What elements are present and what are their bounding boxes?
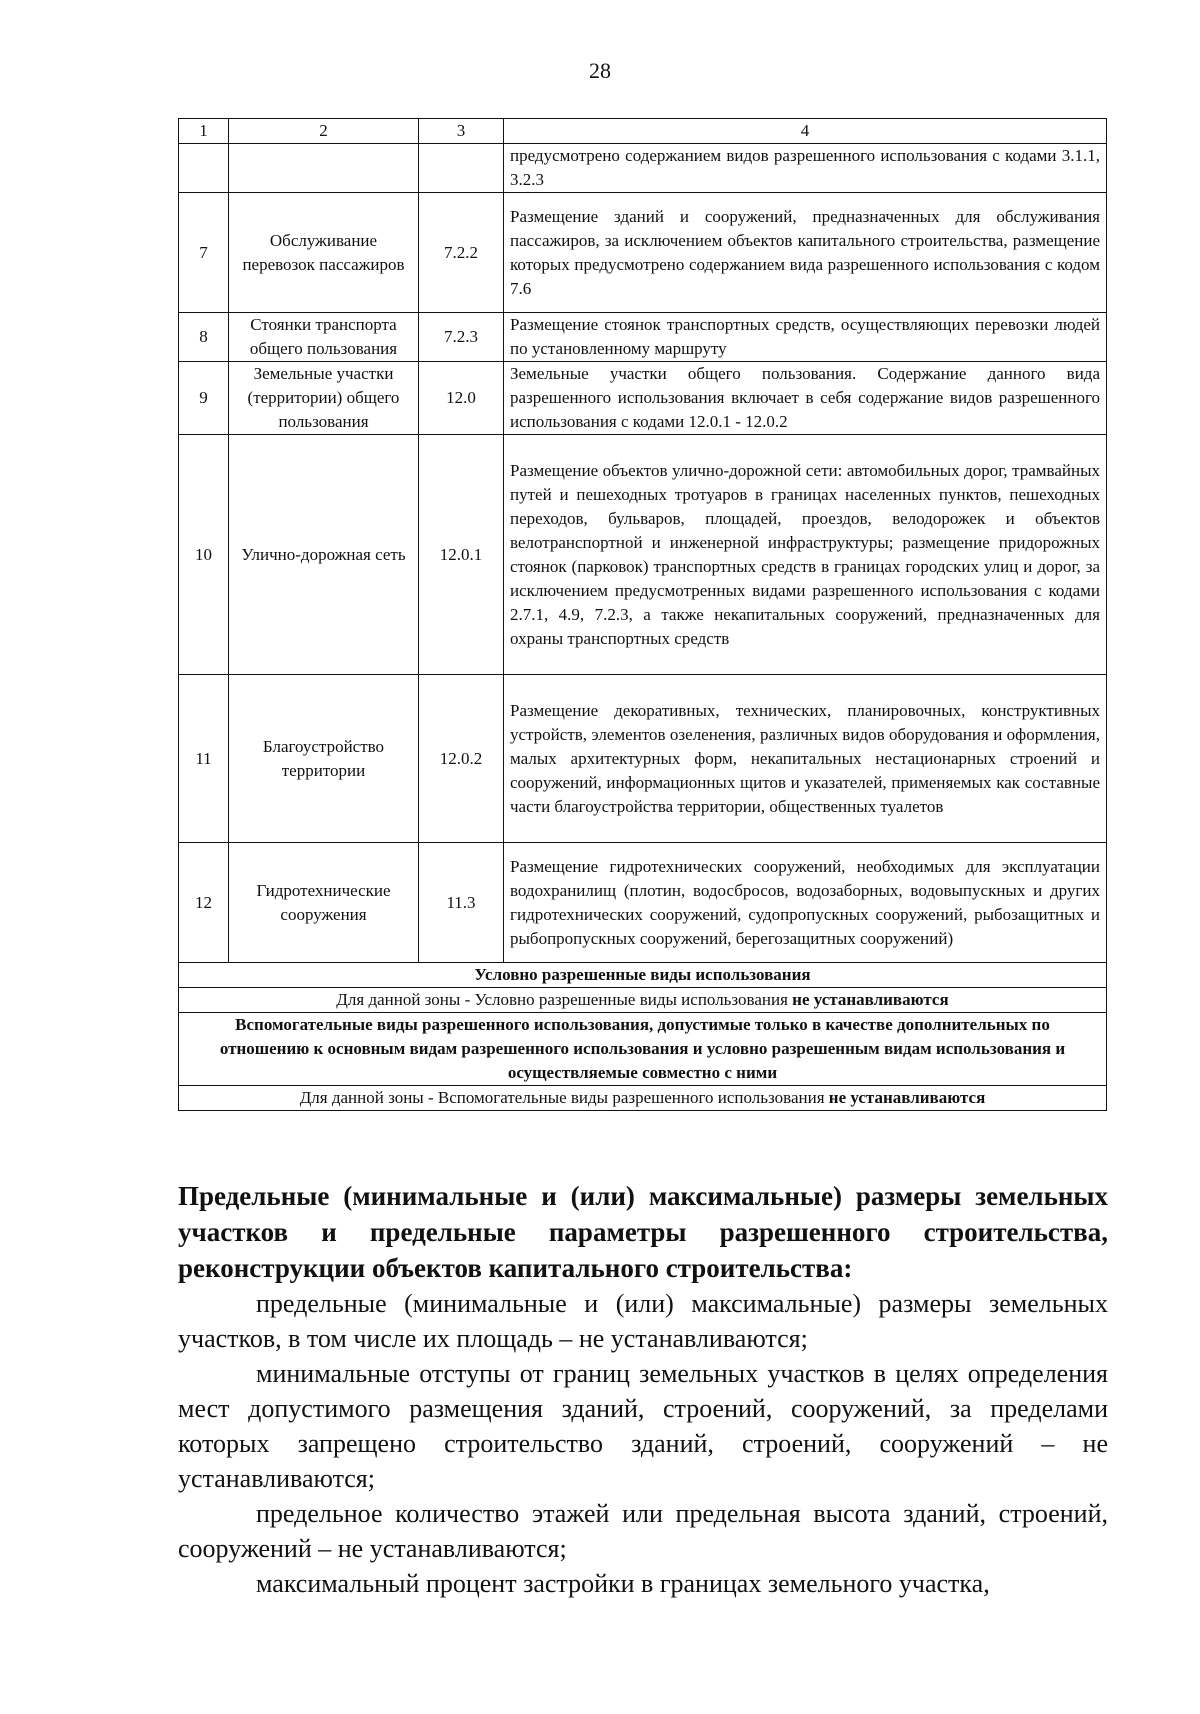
row-description: Размещение объектов улично-дорожной сети: автомобильных дорог, трамвайных путей и пешеходных тротуаров в границах населенных пунктов, пешеходных переходов, бульваров, площадей, проездов, велодорожек и объектов велотранспортной и инженерной инфраструктуры; размещение придорожных стоянок (парковок) транспортных средств в границах городских улиц и дорог, за исключением предусмотренных видами разрешенного использования с кодами 2.7.1, 4.9, 7.2.3, а также некапитальных сооружений, предназначенных для охраны транспортных средств — [504, 435, 1107, 675]
row-code: 7.2.3 — [419, 313, 504, 362]
auxiliary-uses-title: Вспомогательные виды разрешенного использования, допустимые только в качестве дополнительных по отношению к основным видам разрешенного использования и условно разрешенным видам использования и осуществляемые совместно с ними — [179, 1013, 1107, 1086]
header-col-2: 2 — [229, 119, 419, 144]
row-code: 12.0.1 — [419, 435, 504, 675]
page-number: 28 — [589, 58, 611, 83]
conditional-uses-row — [179, 988, 1107, 1013]
conditional-uses-title: Условно разрешенные виды использования — [179, 963, 1107, 988]
row-name: Гидротехнические сооружения — [229, 843, 419, 963]
row-description: Размещение гидротехнических сооружений, необходимых для эксплуатации водохранилищ (плотин, водосбросов, водозаборных, водовыпускных и других гидротехнических сооружений, судопропускных сооружений, рыбозащитных и рыбопропускных сооружений, берегозащитных сооружений) — [504, 843, 1107, 963]
row-description: Земельные участки общего пользования. Содержание данного вида разрешенного использования включает в себя содержание видов разрешенного использования с кодами 12.0.1 - 12.0.2 — [504, 362, 1107, 435]
table-row — [179, 362, 1107, 435]
row-name: Земельные участки (территории) общего пользования — [229, 362, 419, 435]
row-number: 9 — [179, 362, 229, 435]
row-name: Обслуживание перевозок пассажиров — [229, 193, 419, 313]
conditional-uses-text: Для данной зоны - Условно разрешенные виды использования не устанавливаются — [179, 988, 1107, 1013]
conditional-uses-title-row — [179, 963, 1107, 988]
row-description: предусмотрено содержанием видов разрешенного использования с кодами 3.1.1, 3.2.3 — [504, 144, 1107, 193]
header-col-1: 1 — [179, 119, 229, 144]
table-row — [179, 675, 1107, 843]
row-name: Стоянки транспорта общего пользования — [229, 313, 419, 362]
row-number: 11 — [179, 675, 229, 843]
row-number: 12 — [179, 843, 229, 963]
section-heading: Предельные (минимальные и (или) максимальные) размеры земельных участков и предельные параметры разрешенного строительства, реконструкции объектов капитального строительства: — [178, 1181, 1108, 1283]
header-col-3: 3 — [419, 119, 504, 144]
row-number: 7 — [179, 193, 229, 313]
row-code: 12.0.2 — [419, 675, 504, 843]
paragraph-setbacks: минимальные отступы от границ земельных участков в целях определения мест допустимого размещения зданий, строений, сооружений, за пределами которых запрещено строительство зданий, строений, сооружений – не устанавливаются; — [178, 1359, 1108, 1493]
table-row-continuation — [179, 144, 1107, 193]
row-number: 8 — [179, 313, 229, 362]
paragraph-plot-sizes: предельные (минимальные и (или) максимальные) размеры земельных участков, в том числе их площадь – не устанавливаются; — [178, 1289, 1108, 1353]
table-row — [179, 313, 1107, 362]
row-code: 11.3 — [419, 843, 504, 963]
auxiliary-uses-text: Для данной зоны - Вспомогательные виды разрешенного использования не устанавливаются — [179, 1086, 1107, 1111]
auxiliary-uses-title-row — [179, 1013, 1107, 1086]
row-description: Размещение декоративных, технических, планировочных, конструктивных устройств, элементов озеленения, различных видов оборудования и оформления, малых архитектурных форм, некапитальных нестационарных строений и сооружений, информационных щитов и указателей, применяемых как составные части благоустройства территории, общественных туалетов — [504, 675, 1107, 843]
table-row — [179, 843, 1107, 963]
table-header-row — [179, 119, 1107, 144]
row-name: Благоустройство территории — [229, 675, 419, 843]
paragraph-floors: предельное количество этажей или предельная высота зданий, строений, сооружений – не устанавливаются; — [178, 1499, 1108, 1563]
row-description: Размещение зданий и сооружений, предназначенных для обслуживания пассажиров, за исключением объектов капитального строительства, размещение которых предусмотрено содержанием вида разрешенного использования с кодом 7.6 — [504, 193, 1107, 313]
auxiliary-uses-row — [179, 1086, 1107, 1111]
row-code: 12.0 — [419, 362, 504, 435]
header-col-4: 4 — [504, 119, 1107, 144]
table-row — [179, 435, 1107, 675]
permitted-use-table — [178, 118, 1107, 1111]
row-number: 10 — [179, 435, 229, 675]
paragraph-coverage: максимальный процент застройки в границах земельного участка, — [256, 1569, 990, 1598]
table-row — [179, 193, 1107, 313]
row-name: Улично-дорожная сеть — [229, 435, 419, 675]
row-description: Размещение стоянок транспортных средств, осуществляющих перевозки людей по установленному маршруту — [504, 313, 1107, 362]
row-code: 7.2.2 — [419, 193, 504, 313]
